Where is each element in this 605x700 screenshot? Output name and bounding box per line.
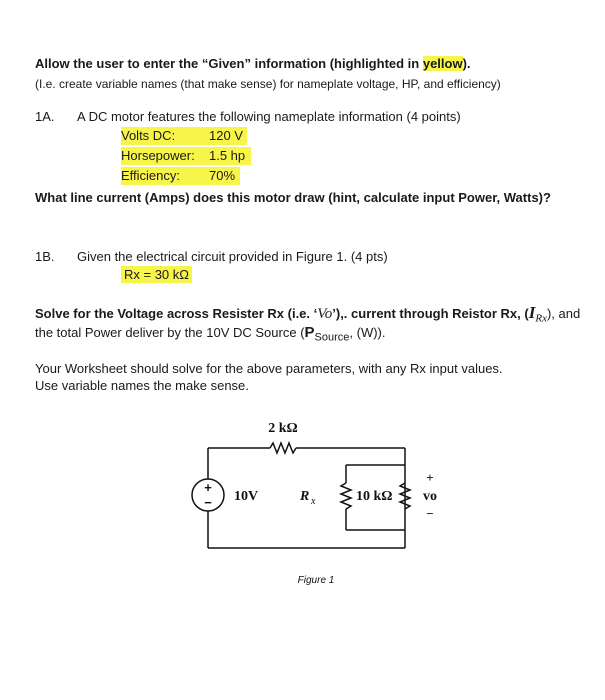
worksheet-line-2: Use variable names the make sense. (35, 378, 249, 393)
resistor-2k-label: 2 kΩ (268, 421, 298, 436)
i-symbol: I (528, 303, 536, 322)
q1b-text: Given the electrical circuit provided in Figure 1. (4 pts) (77, 249, 388, 264)
q1b-solve-line-1: Solve for the Voltage across Resister Rx (i.e. ‘Vo’),. current through Reistor Rx, $(I_{Rx})$, and (35, 303, 581, 325)
worksheet-line-1: Your Worksheet should solve for the above parameters, with any Rx input values. (35, 361, 503, 376)
q1a-question: What line current (Amps) does this motor draw (hint, calculate input Power, Watts)? (35, 190, 551, 205)
intro-line-1: Allow the user to enter the “Given” information (highlighted in yellow). (35, 56, 471, 71)
rx-label-subscript: x (311, 496, 316, 507)
vo-plus-sign: + (426, 470, 434, 485)
rx-given-value: Rx = 30 kΩ (121, 266, 192, 283)
nameplate-label: Volts DC: (121, 128, 176, 143)
resistor-10k-label: 10 kΩ (356, 489, 393, 504)
p-symbol: P (304, 324, 315, 341)
resistor-2k-zigzag (270, 443, 296, 453)
q1a-text: A DC motor features the following nameplate information (4 points) (77, 109, 461, 124)
source-voltage-label: 10V (234, 489, 259, 504)
rx-label: R (300, 489, 310, 504)
nameplate-label: Horsepower: (121, 148, 195, 163)
nameplate-value: 70% (209, 168, 236, 183)
q1b-solve-line-2: the total Power deliver by the 10V DC Source ($P_{Source}$, (W)). (35, 324, 386, 344)
source-minus-sign: − (204, 495, 212, 510)
resistor-rx-zigzag (341, 483, 351, 509)
nameplate-label: Efficiency: (121, 168, 181, 183)
vo-minus-sign: − (426, 506, 434, 521)
figure-caption: Figure 1 (297, 575, 335, 586)
vo-symbol: Vo (317, 306, 333, 322)
intro-line-2: (I.e. create variable names (that make sense) for nameplate voltage, HP, and efficiency) (35, 77, 501, 91)
nameplate-value: 1.5 hp (209, 148, 246, 163)
nameplate-value: 120 V (209, 128, 243, 143)
source-plus-sign: + (204, 480, 212, 495)
q1a-number: 1A. (35, 109, 55, 124)
q1b-number: 1B. (35, 249, 55, 264)
vo-label: vo (423, 489, 437, 504)
yellow-highlight-word: yellow (422, 56, 463, 71)
